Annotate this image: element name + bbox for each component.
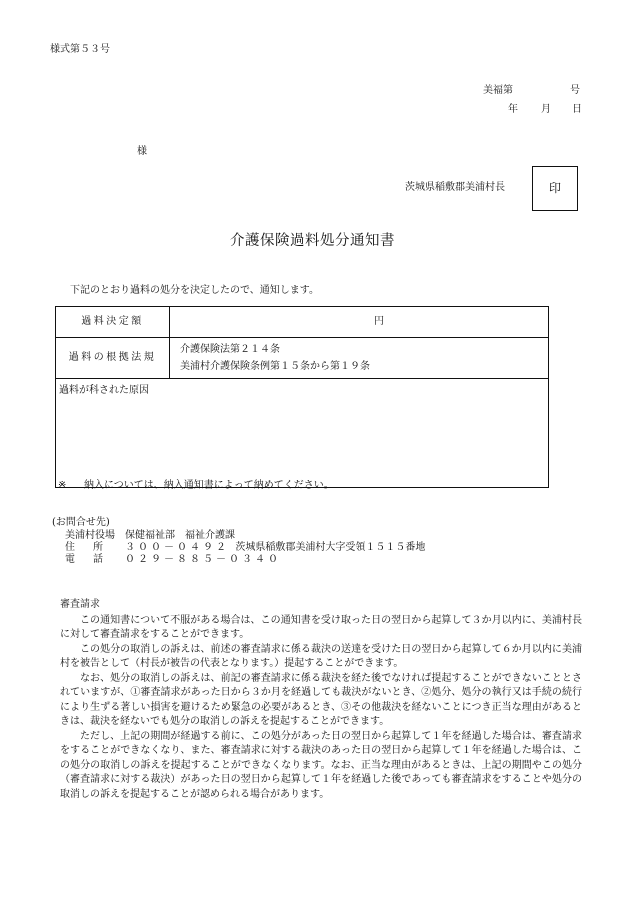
- date-day-label: 日: [572, 104, 582, 115]
- seal-box: [532, 166, 578, 211]
- law-line: 美浦村介護保険条例第１５条から第１９条: [180, 361, 370, 372]
- review-paragraph: ただし、上記の期間が経過する前に、この処分があった日の翌日から起算して１年を経過した場合は、審査請求をすることができなくなり、また、審査請求に対する裁決のあった日の翌日から起算して１年を経過した場合は、この処分の取消しの訴えを提起することができなくなります。なお、正当な理由があるときは、上記の期間やこの処分（審査請求に対する裁決）があった日の翌日から起算して１年を経過した後であっても審査請求をすることや処分の取消しの訴えを提起することが認められる場合があります。: [60, 730, 582, 800]
- amount-row: [56, 307, 549, 338]
- date-year-label: 年: [508, 104, 518, 115]
- amount-unit: 円: [374, 316, 384, 328]
- address-label: 住所: [65, 542, 121, 553]
- seal-label: 印: [548, 181, 561, 196]
- contact-office: 美浦村役場 保健福祉部 福祉介護課: [65, 530, 235, 541]
- contact-address: 茨城県稲敷郡美浦村大字受領１５１５番地: [235, 542, 426, 553]
- form-number: 様式第５３号: [50, 44, 110, 55]
- addressee-suffix: 様: [137, 146, 147, 157]
- review-section: [60, 598, 582, 802]
- law-row: [56, 338, 549, 379]
- law-line: 介護保険法第２１４条: [180, 344, 280, 355]
- note-text: 納入については、納入通知書によって納めてください。: [84, 480, 334, 491]
- postal-code: ３００－０４９２: [125, 542, 229, 553]
- reason-cell: [56, 379, 549, 488]
- document-number-label: 美福第: [483, 85, 513, 96]
- document-title: 介護保険過料処分通知書: [230, 233, 395, 249]
- contact-heading: (お問合せ先): [52, 517, 110, 528]
- reason-label: 過料が科された原因: [59, 385, 149, 396]
- penalty-info-table: [55, 306, 549, 488]
- contact-phone: ０２９－８８５－０３４０: [125, 554, 281, 565]
- intro-text: 下記のとおり過料の処分を決定したので、通知します。: [70, 285, 319, 296]
- amount-label: 過料決定額: [56, 307, 170, 338]
- review-paragraph: なお、処分の取消しの訴えは、前記の審査請求に係る裁決を経た後でなければ提起することができないこととされていますが、①審査請求があった日から３か月を経過しても裁決がないとき、②処分、処分の執行又は手続の続行により生ずる著しい損害を避けるため緊急の必要があるとき、③その他裁決を経ないことにつき正当な理由があるときは、裁決を経ないでも処分の取消しの訴えを提起することができます。: [60, 672, 582, 727]
- payment-note: [58, 479, 334, 493]
- review-paragraph: この通知書について不服がある場合は、この通知書を受け取った日の翌日から起算して３か月以内に、美浦村長に対して審査請求をすることができます。: [60, 614, 582, 640]
- note-mark: ※: [58, 480, 67, 491]
- amount-cell: [170, 307, 549, 338]
- issuer-name: 茨城県稲敷郡美浦村長: [405, 182, 505, 193]
- reason-row: [56, 379, 549, 488]
- document-number-suffix: 号: [570, 85, 580, 96]
- review-paragraph: この処分の取消しの訴えは、前述の審査請求に係る裁決の送達を受けた日の翌日から起算して６か月以内に美浦村を被告として（村長が被告の代表となります。）提起することができます。: [60, 643, 582, 669]
- phone-label: 電話: [65, 554, 121, 565]
- review-title: 審査請求: [60, 599, 100, 610]
- law-cell: [170, 338, 549, 379]
- contact-phone-row: [65, 553, 281, 567]
- date-month-label: 月: [541, 104, 551, 115]
- law-label: 過料の根拠法規: [56, 338, 170, 379]
